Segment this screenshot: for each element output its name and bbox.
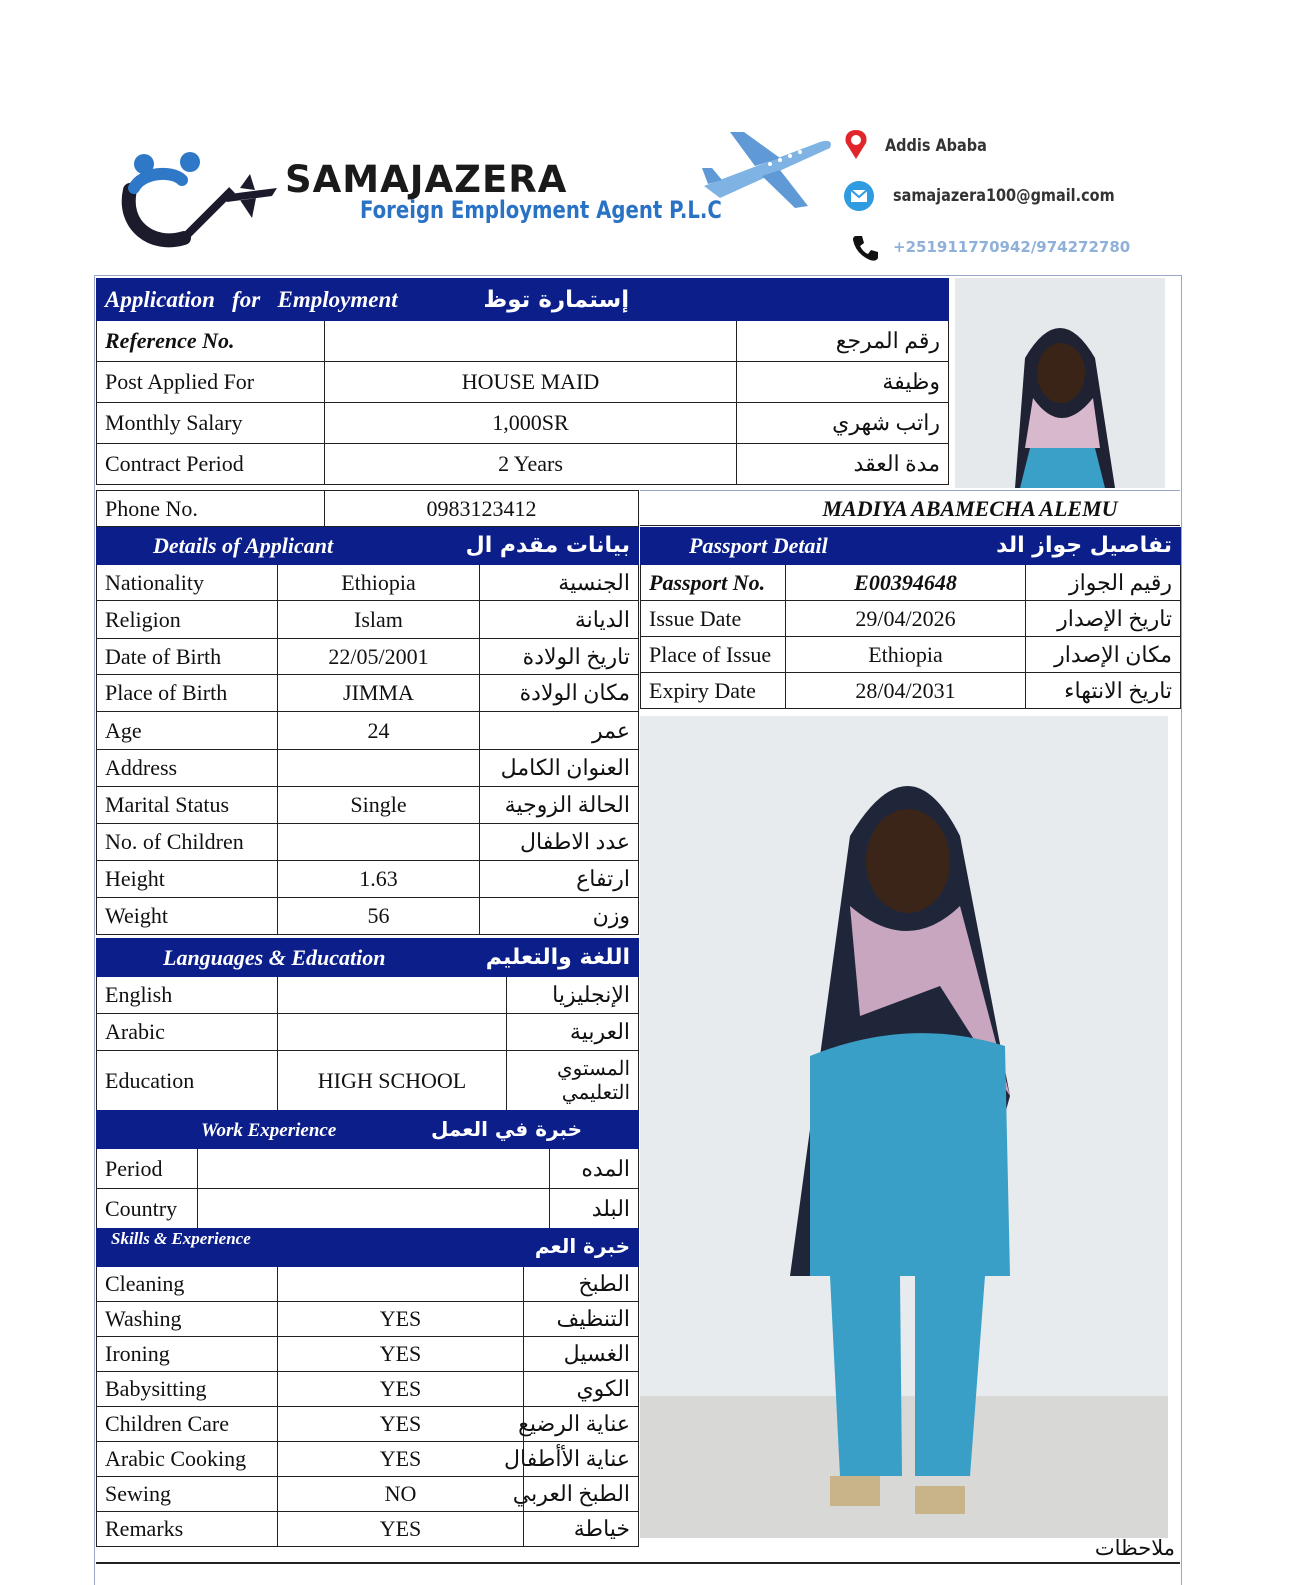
company-subtitle: Foreign Employment Agent P.L.C [360, 196, 722, 224]
bottom-rule [96, 1562, 1180, 1564]
weight-label: Weight [97, 898, 278, 935]
expiry-label-ar: تاريخ الانتهاء [1026, 673, 1181, 709]
address-label: Address [97, 750, 278, 787]
contract-label-ar: مدة العقد [737, 444, 949, 485]
application-title-ar: إستمارة توظ [483, 286, 630, 313]
dob-value[interactable]: 22/05/2001 [278, 639, 480, 675]
skills-title: Skills & Experience [111, 1229, 251, 1248]
country-value[interactable] [198, 1189, 550, 1229]
skill-label-ar: الكوي [524, 1372, 639, 1407]
education-label-ar: المستوي التعليمي [507, 1051, 639, 1111]
phone-icon [850, 232, 882, 264]
skill-label-ar: التنظيف [524, 1302, 639, 1337]
skill-value[interactable]: YES [278, 1442, 524, 1477]
passport-no-label: Passport No. [641, 565, 786, 601]
phone-table [96, 490, 639, 527]
arabic-value[interactable] [278, 1014, 507, 1051]
salary-label-ar: راتب شهري [737, 403, 949, 444]
languages-title-ar: اللغة والتعليم [485, 944, 631, 970]
remarks-label-ar: ملاحظات [1094, 1536, 1175, 1560]
details-table [96, 527, 639, 935]
nationality-value[interactable]: Ethiopia [278, 565, 480, 601]
skill-value[interactable]: YES [278, 1372, 524, 1407]
issue-date-label-ar: تاريخ الإصدار [1026, 601, 1181, 637]
period-label-ar: المده [550, 1149, 639, 1189]
company-logo [122, 150, 282, 250]
period-value[interactable] [198, 1149, 550, 1189]
languages-title: Languages & Education [163, 944, 386, 970]
skill-label: Cleaning [97, 1267, 278, 1302]
skill-value[interactable]: NO [278, 1477, 524, 1512]
country-label: Country [97, 1189, 198, 1229]
skill-value[interactable]: YES [278, 1337, 524, 1372]
english-label-ar: الإنجليزيا [507, 977, 639, 1014]
phone-label: Phone No. [97, 491, 325, 527]
application-title: Application for Employment [105, 286, 398, 312]
details-title-ar: بيانات مقدم ال [465, 533, 630, 558]
passport-title: Passport Detail [689, 533, 828, 558]
airplane-icon [700, 128, 835, 210]
marital-label-ar: الحالة الزوجية [480, 787, 639, 824]
skill-label: Children Care [97, 1407, 278, 1442]
location-pin-icon [840, 128, 872, 160]
languages-table [96, 938, 639, 1111]
applicant-portrait-photo [955, 278, 1165, 488]
english-label: English [97, 977, 278, 1014]
age-value[interactable]: 24 [278, 712, 480, 750]
phone-text[interactable]: +251911770942/974272780 [893, 238, 1131, 256]
dob-label: Date of Birth [97, 639, 278, 675]
passport-no-value[interactable]: E00394648 [786, 565, 1026, 601]
skill-label: Babysitting [97, 1372, 278, 1407]
pob-label-ar: مكان الولادة [480, 675, 639, 712]
skill-label: Washing [97, 1302, 278, 1337]
age-label: Age [97, 712, 278, 750]
children-label: No. of Children [97, 824, 278, 861]
skills-table [96, 1228, 639, 1547]
dob-label-ar: تاريخ الولادة [480, 639, 639, 675]
period-label: Period [97, 1149, 198, 1189]
expiry-label: Expiry Date [641, 673, 786, 709]
issue-place-label: Place of Issue [641, 637, 786, 673]
arabic-label: Arabic [97, 1014, 278, 1051]
marital-value[interactable]: Single [278, 787, 480, 824]
salary-label: Monthly Salary [97, 403, 325, 444]
children-label-ar: عدد الاطفال [480, 824, 639, 861]
issue-date-value[interactable]: 29/04/2026 [786, 601, 1026, 637]
post-label: Post Applied For [97, 362, 325, 403]
passport-no-label-ar: رقيم الجواز [1026, 565, 1181, 601]
reference-value[interactable] [325, 321, 737, 362]
email-text[interactable]: samajazera100@gmail.com [893, 186, 1115, 206]
contract-value[interactable]: 2 Years [325, 444, 737, 485]
details-title: Details of Applicant [153, 533, 334, 558]
marital-label: Marital Status [97, 787, 278, 824]
email-icon [843, 180, 875, 212]
skill-label-ar: الطبخ [524, 1267, 639, 1302]
education-label: Education [97, 1051, 278, 1111]
height-value[interactable]: 1.63 [278, 861, 480, 898]
skill-label-ar: خياطة [524, 1512, 639, 1547]
weight-label-ar: وزن [480, 898, 639, 935]
application-table [96, 278, 949, 485]
religion-value[interactable]: Islam [278, 601, 480, 639]
issue-date-label: Issue Date [641, 601, 786, 637]
skill-label: Arabic Cooking [97, 1442, 278, 1477]
issue-place-value[interactable]: Ethiopia [786, 637, 1026, 673]
issue-place-label-ar: مكان الإصدار [1026, 637, 1181, 673]
skill-label-ar: عناية الأأطفال [524, 1442, 639, 1477]
religion-label-ar: الديانة [480, 601, 639, 639]
skill-value[interactable] [278, 1267, 524, 1302]
height-label: Height [97, 861, 278, 898]
location-text: Addis Ababa [885, 136, 987, 156]
skill-value[interactable]: YES [278, 1512, 524, 1547]
english-value[interactable] [278, 977, 507, 1014]
weight-value[interactable]: 56 [278, 898, 480, 935]
skill-label: Remarks [97, 1512, 278, 1547]
work-title-ar: خبرة في العمل [431, 1117, 583, 1141]
arabic-label-ar: العربية [507, 1014, 639, 1051]
skill-label: Sewing [97, 1477, 278, 1512]
education-value[interactable]: HIGH SCHOOL [278, 1051, 507, 1111]
reference-label-ar: رقم المرجع [737, 321, 949, 362]
passport-table [640, 527, 1181, 709]
skill-value[interactable]: YES [278, 1302, 524, 1337]
nationality-label-ar: الجنسية [480, 565, 639, 601]
expiry-value[interactable]: 28/04/2031 [786, 673, 1026, 709]
skills-title-ar: خبرة العم [534, 1234, 631, 1258]
work-table [96, 1110, 639, 1229]
nationality-label: Nationality [97, 565, 278, 601]
phone-value[interactable]: 0983123412 [325, 491, 639, 527]
skill-label: Ironing [97, 1337, 278, 1372]
applicant-name: MADIYA ABAMECHA ALEMU [640, 490, 1180, 526]
salary-value[interactable]: 1,000SR [325, 403, 737, 444]
skill-label-ar: الغسيل [524, 1337, 639, 1372]
reference-label: Reference No. [97, 321, 325, 362]
children-value[interactable] [278, 824, 480, 861]
skill-label-ar: عناية الرضيع [524, 1407, 639, 1442]
company-name: SAMAJAZERA [285, 158, 568, 201]
address-value[interactable] [278, 750, 480, 787]
pob-label: Place of Birth [97, 675, 278, 712]
work-title: Work Experience [201, 1120, 337, 1141]
address-label-ar: العنوان الكامل [480, 750, 639, 787]
passport-title-ar: تفاصيل جواز الد [996, 533, 1173, 558]
post-label-ar: وظيفة [737, 362, 949, 403]
contract-label: Contract Period [97, 444, 325, 485]
pob-value[interactable]: JIMMA [278, 675, 480, 712]
applicant-full-photo [640, 716, 1168, 1538]
height-label-ar: ارتفاع [480, 861, 639, 898]
skill-value[interactable]: YES [278, 1407, 524, 1442]
age-label-ar: عمر [480, 712, 639, 750]
post-value[interactable]: HOUSE MAID [325, 362, 737, 403]
skill-label-ar: الطبخ العربي [524, 1477, 639, 1512]
country-label-ar: البلد [550, 1189, 639, 1229]
religion-label: Religion [97, 601, 278, 639]
